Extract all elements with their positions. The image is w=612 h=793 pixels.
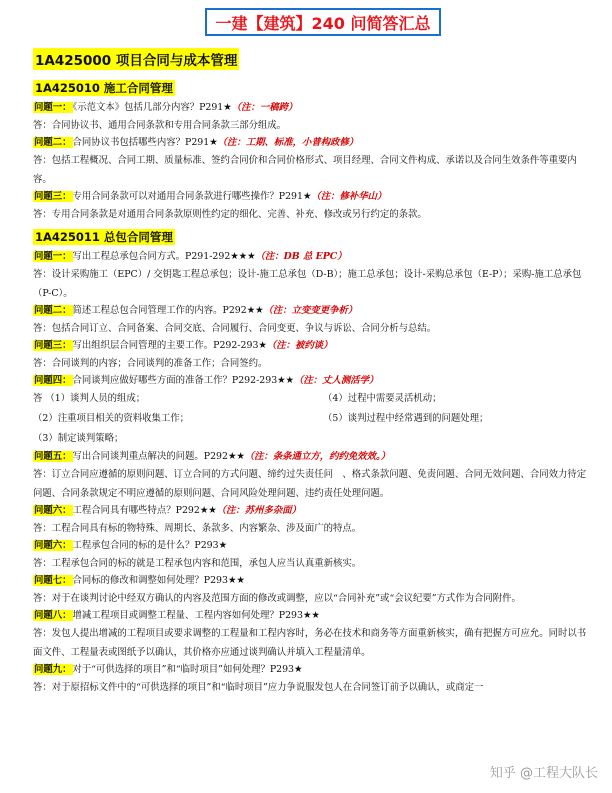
question-note: （注：丈人测活学） (293, 375, 379, 386)
question-number: 问题五： (34, 451, 72, 462)
answer-text: 答：订立合同应遵循的原则问题、订立合同的方式问题、缔约过失责任问 、格式条款问题、免责问题、合同无效问题、合同效力待定问题、合同条款规定不明应遵循的原则问题、合同风险处理问题、违约责任处理问题。 (33, 469, 587, 499)
question-number: 问题二： (34, 305, 72, 316)
question-number: 问题一： (34, 102, 72, 113)
question-line (33, 449, 593, 465)
prep-item-3: （3）制定谈判策略； (33, 433, 124, 444)
question-note: （注：工期、标准，小普构政修） (217, 137, 359, 148)
question-line (33, 338, 593, 354)
section-heading: 1A425000 项目合同与成本管理 (33, 48, 239, 70)
question-number: 问题四： (34, 375, 72, 386)
subsection-heading-2: 1A425011 总包合同管理 (35, 230, 173, 244)
subsection-heading-1: 1A425010 施工合同管理 (35, 81, 173, 95)
question-number: 问题一： (34, 251, 72, 262)
answer-text: 答：包括工程概况、合同工期、质量标准、签约合同价和合同价格形式、项目经理、合同文件构成、承诺以及合同生效条件等重要内容。 (33, 155, 577, 185)
qa-group-3 (33, 449, 593, 697)
answer-text: 答：工程合同具有标的物特殊、周期长、条款多、内容繁杂、涉及面广的特点。 (33, 523, 362, 534)
question-line (33, 373, 593, 389)
question-number: 问题八： (34, 610, 72, 621)
prep-item-2: （2）注重项目相关的资料收集工作； (33, 413, 189, 424)
question-note: （注：一稿跨） (231, 102, 298, 113)
question-note: （注：修补华山） (311, 191, 387, 202)
answer-text: 答：对于在谈判讨论中经双方确认的内容及范围方面的修改或调整，应以“合同补充”或“会议纪要”方式作为合同附件。 (33, 593, 521, 604)
answer-text: 答：合同协议书、通用合同条款和专用合同条款三部分组成。 (33, 120, 287, 131)
question-number: 问题六： (34, 540, 72, 551)
question-text: 增减工程项目或调整工程量、工程内容如何处理？P293★★ (72, 610, 320, 621)
question-line (33, 503, 593, 519)
question-line (33, 662, 593, 678)
question-text: 对于“可供选择的项目”和“临时项目”如何处理？P293★ (72, 664, 303, 675)
question-text: 写出工程总承包合同方式。P291-292★★★ (72, 251, 256, 262)
answer-text: 答：包括合同订立、合同备案、合同交底、合同履行、合同变更、争议与诉讼、合同分析与总结。 (33, 323, 437, 334)
question-text: 简述工程总包合同管理工作的内容。P292★★ (72, 305, 264, 316)
prep-item-5: （5）谈判过程中经常遇到的问题处理； (323, 413, 489, 424)
question-text: 合同谈判应做好哪些方面的准备工作？P292-293★★ (72, 375, 294, 386)
answer-text: 答：设计采购施工（EPC）/ 交钥匙工程总承包；设计-施工总承包（D-B）；施工总承包；设计-采购总承包（E-P）；采购-施工总承包（P-C）。 (33, 269, 582, 299)
question-number: 问题七： (34, 575, 72, 586)
question-line (33, 573, 593, 589)
prep-list-row-3 (33, 429, 593, 449)
watermark: 知乎 @工程大队长 (489, 766, 598, 781)
qa-group-1 (33, 100, 593, 224)
answer-text: 答：专用合同条款是对通用合同条款原则性约定的细化、完善、补充、修改或另行约定的条款。 (33, 209, 427, 220)
answer-text: 答：工程承包合同的标的就是工程承包内容和范围，承包人应当认真重新核实。 (33, 558, 362, 569)
question-line (33, 538, 593, 554)
qa-group-2 (33, 249, 593, 389)
question-note: （注：被约谈） (266, 340, 333, 351)
prep-list-row-2 (33, 409, 593, 429)
question-text: 写出合同谈判重点解决的问题。P292★★ (72, 451, 245, 462)
question-note: （注：DB 总 EPC） (255, 251, 347, 262)
answer-text: 答：合同谈判的内容；合同谈判的准备工作；合同签约。 (33, 358, 268, 369)
question-text: 合同协议书包括哪些内容？P291★ (72, 137, 218, 148)
question-note: （注：条条通立方，约约免效效。） (244, 451, 391, 462)
question-note: （注：立变变更争析） (263, 305, 358, 316)
question-number: 问题六： (34, 505, 72, 516)
question-text: 《示范文本》包括几部分内容？P291★ (72, 102, 232, 113)
document-title: 一建【建筑】240 问简答汇总 (205, 8, 441, 36)
question-line (33, 135, 593, 151)
question-number: 问题二： (34, 137, 72, 148)
question-line (33, 249, 593, 265)
question-number: 问题三： (34, 191, 72, 202)
question-line (33, 100, 593, 116)
question-text: 写出组织层合同管理的主要工作。P292-293★ (72, 340, 267, 351)
question-text: 工程承包合同的标的是什么？P293★ (72, 540, 227, 551)
question-line (33, 608, 593, 624)
question-text: 工程合同具有哪些特点？P292★★ (72, 505, 217, 516)
answer-text: 答：对于原招标文件中的“可供选择的项目”和“临时项目”应力争说服发包人在合同签订前予以确认，或商定一 (33, 682, 484, 693)
document-body (33, 48, 593, 697)
question-number: 问题九： (34, 664, 72, 675)
question-line (33, 189, 593, 205)
question-number: 问题三： (34, 340, 72, 351)
prep-list-row-1 (33, 389, 593, 409)
answer-text: 答：发包人提出增减的工程项目或要求调整的工程量和工程内容时，务必在技术和商务等方面重新核实，确有把握方可应允。同时以书面文件、工程量表或图纸予以确认，其价格亦应通过谈判确认并填入工程量清单。 (33, 628, 587, 658)
question-note: （注：苏州多杂面） (216, 505, 302, 516)
prep-item-4: （4）过程中需要灵活机动； (323, 393, 442, 404)
question-line (33, 303, 593, 319)
question-text: 合同标的修改和调整如何处理？P293★★ (72, 575, 245, 586)
prep-item-1: 答 （1）谈判人员的组成； (33, 393, 146, 404)
question-text: 专用合同条款可以对通用合同条款进行哪些操作？P291★ (72, 191, 312, 202)
